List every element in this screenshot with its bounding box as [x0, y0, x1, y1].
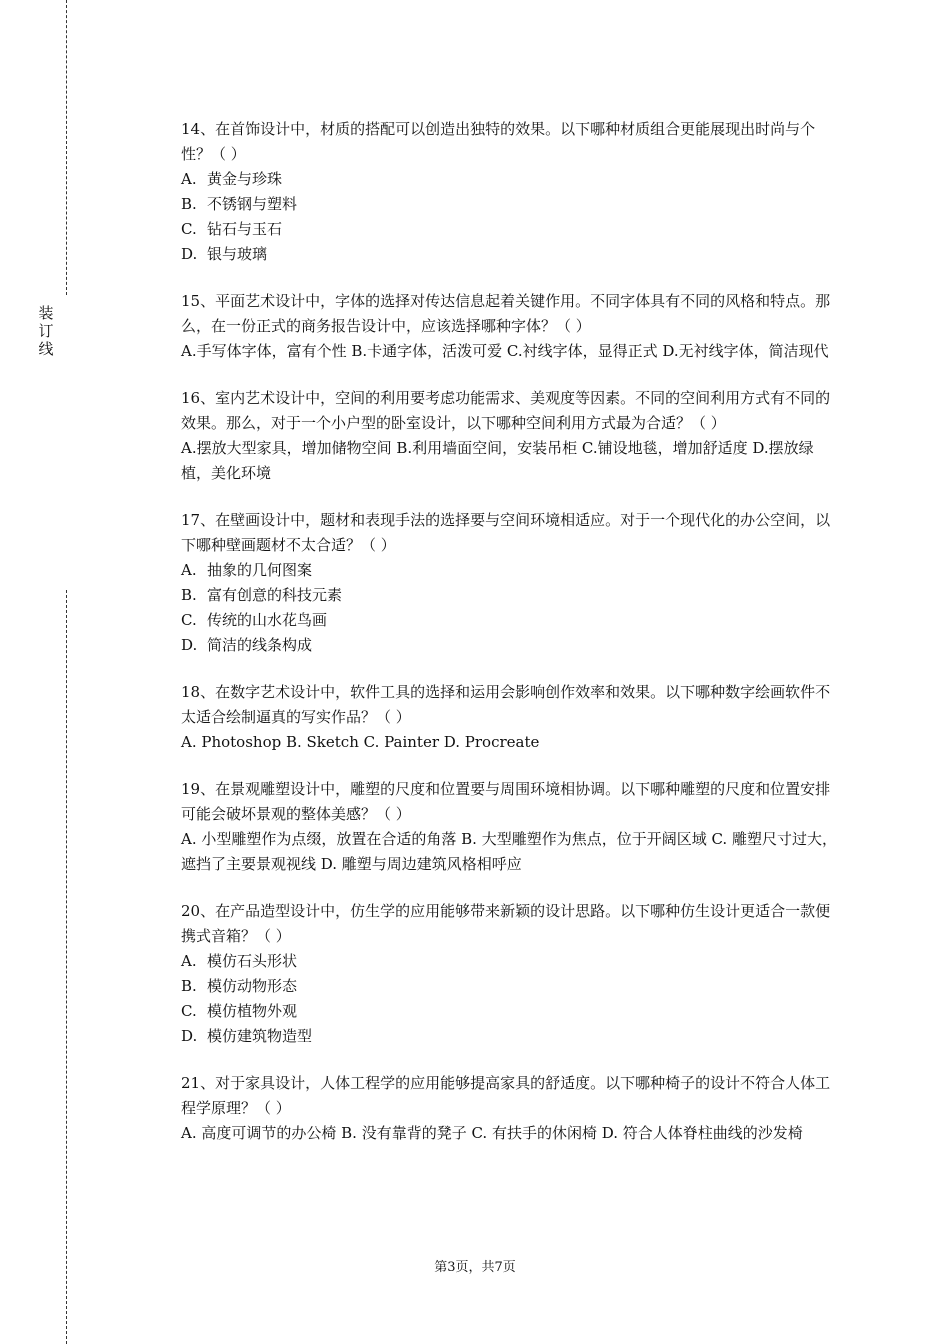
question-19: [181, 777, 841, 877]
question-text: 21、对于家具设计，人体工程学的应用能够提高家具的舒适度。以下哪种椅子的设计不符合人体工程学原理？（ ）: [181, 1074, 831, 1117]
question-options: A. 高度可调节的办公椅 B. 没有靠背的凳子 C. 有扶手的休闲椅 D. 符合人体脊柱曲线的沙发椅: [181, 1124, 803, 1142]
binding-char: 订: [38, 322, 54, 340]
question-text: 18、在数字艺术设计中，软件工具的选择和运用会影响创作效率和效果。以下哪种数字绘画软件不太适合绘制逼真的写实作品？（ ）: [181, 683, 831, 726]
question-text: 20、在产品造型设计中，仿生学的应用能够带来新颖的设计思路。以下哪种仿生设计更适合一款便携式音箱？（ ）: [181, 902, 831, 945]
question-text: 15、平面艺术设计中，字体的选择对传达信息起着关键作用。不同字体具有不同的风格和特点。那么，在一份正式的商务报告设计中，应该选择哪种字体？（ ）: [181, 292, 831, 335]
option-c: C. 钻石与玉石: [181, 220, 283, 238]
question-options: A. 小型雕塑作为点缀，放置在合适的角落 B. 大型雕塑作为焦点，位于开阔区域 C. 雕塑尺寸过大，遮挡了主要景观视线 D. 雕塑与周边建筑风格相呼应: [181, 830, 837, 873]
question-20: [181, 899, 841, 1049]
option-c: C. 传统的山水花鸟画: [181, 611, 328, 629]
option-b: B. 模仿动物形态: [181, 977, 298, 995]
question-18: [181, 680, 841, 755]
binding-dashed-line-top: [66, 0, 67, 295]
option-a: A. 黄金与珍珠: [181, 170, 283, 188]
question-options: A.手写体字体，富有个性 B.卡通字体，活泼可爱 C.衬线字体，显得正式 D.无衬线字体，简洁现代: [181, 342, 829, 360]
question-options: A.摆放大型家具，增加储物空间 B.利用墙面空间，安装吊柜 C.铺设地毯，增加舒适度 D.摆放绿植，美化环境: [181, 439, 814, 482]
binding-dashed-line-bottom: [66, 590, 67, 1344]
question-14: [181, 117, 841, 267]
binding-char: 线: [38, 340, 54, 358]
option-c: C. 模仿植物外观: [181, 1002, 298, 1020]
question-17: [181, 508, 841, 658]
page-number: 第3页，共7页: [434, 1260, 516, 1275]
option-d: D. 模仿建筑物造型: [181, 1027, 313, 1045]
option-d: D. 简洁的线条构成: [181, 636, 313, 654]
option-a: A. 模仿石头形状: [181, 952, 298, 970]
option-d: D. 银与玻璃: [181, 245, 268, 263]
binding-label: [36, 304, 56, 358]
binding-char: 装: [38, 304, 54, 322]
question-text: 16、室内艺术设计中，空间的利用要考虑功能需求、美观度等因素。不同的空间利用方式有不同的效果。那么，对于一个小户型的卧室设计，以下哪种空间利用方式最为合适？（ ）: [181, 389, 831, 432]
option-b: B. 富有创意的科技元素: [181, 586, 343, 604]
question-16: [181, 386, 841, 486]
question-text: 14、在首饰设计中，材质的搭配可以创造出独特的效果。以下哪种材质组合更能展现出时尚与个性？（ ）: [181, 120, 816, 163]
question-list: [181, 117, 841, 1168]
question-text: 19、在景观雕塑设计中，雕塑的尺度和位置要与周围环境相协调。以下哪种雕塑的尺度和位置安排可能会破坏景观的整体美感？（ ）: [181, 780, 831, 823]
option-a: A. 抽象的几何图案: [181, 561, 313, 579]
question-15: [181, 289, 841, 364]
question-21: [181, 1071, 841, 1146]
option-b: B. 不锈钢与塑料: [181, 195, 298, 213]
question-text: 17、在壁画设计中，题材和表现手法的选择要与空间环境相适应。对于一个现代化的办公空间，以下哪种壁画题材不太合适？（ ）: [181, 511, 831, 554]
question-options: A. Photoshop B. Sketch C. Painter D. Procreate: [181, 733, 540, 751]
